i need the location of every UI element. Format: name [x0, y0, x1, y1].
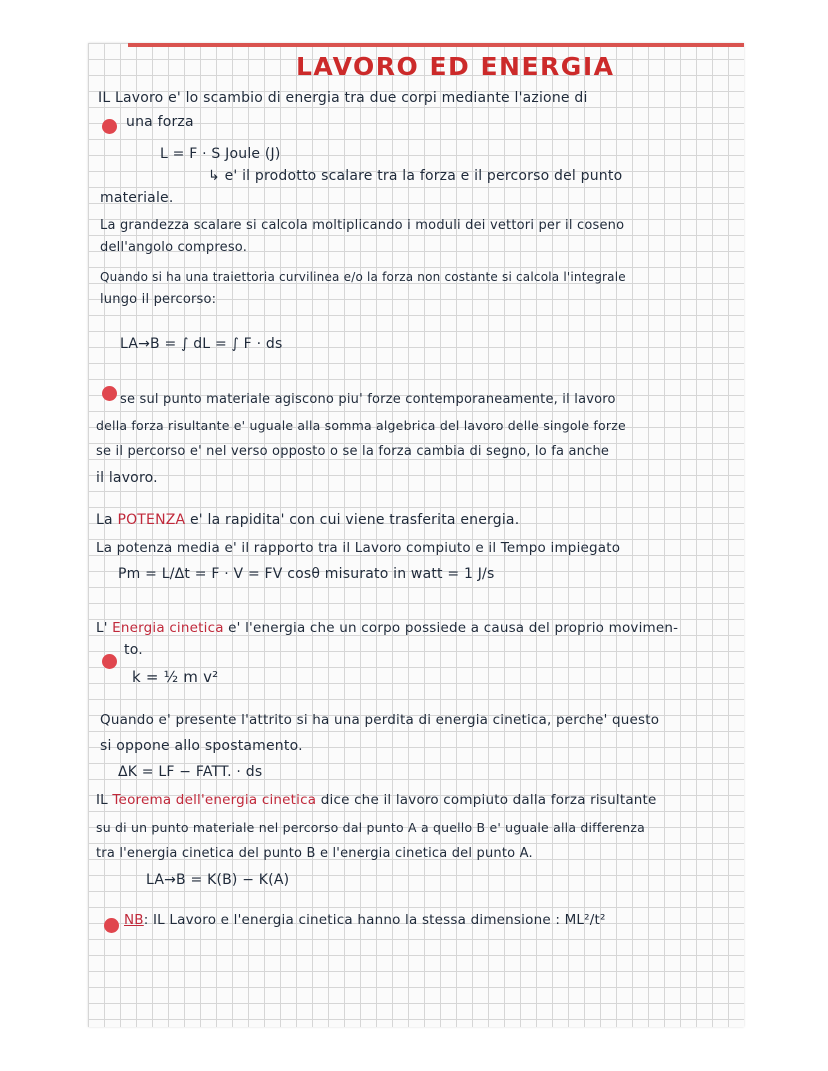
formula-friction: ΔK = LF − FATT. · ds: [118, 764, 263, 780]
text-line: Quando e' presente l'attrito si ha una perdita di energia cinetica, perche' questo: [100, 712, 660, 728]
keyword-energia-cinetica: Energia cinetica: [112, 620, 224, 636]
text-line: una forza: [126, 114, 194, 130]
bullet-dot-icon: [104, 918, 119, 933]
text-line: Quando si ha una traiettoria curvilinea e/o la forza non costante si calcola l'integrale: [100, 270, 626, 284]
note-label: NB: [124, 912, 144, 928]
theorem-definition: IL Teorema dell'energia cinetica dice che il lavoro compiuto dalla forza risultante: [96, 792, 657, 808]
text-line: il lavoro.: [96, 470, 158, 486]
note-line: NB: IL Lavoro e l'energia cinetica hanno la stessa dimensione : ML²/t²: [124, 912, 606, 928]
text-line: tra l'energia cinetica del punto B e l'energia cinetica del punto A.: [96, 846, 533, 861]
page-title: LAVORO ED ENERGIA: [296, 52, 615, 81]
text-line: lungo il percorso:: [100, 292, 217, 307]
text-line: IL Lavoro e' lo scambio di energia tra due corpi mediante l'azione di: [98, 90, 588, 106]
text-line: La grandezza scalare si calcola moltiplicando i moduli dei vettori per il coseno: [100, 218, 625, 233]
bullet-dot-icon: [102, 119, 117, 134]
text-line: si oppone allo spostamento.: [100, 738, 303, 754]
text-line: della forza risultante e' uguale alla somma algebrica del lavoro delle singole forze: [96, 418, 626, 433]
formula-theorem: LA→B = K(B) − K(A): [146, 872, 290, 888]
keyword-teorema: Teorema dell'energia cinetica: [112, 792, 317, 808]
text-line: se sul punto materiale agiscono piu' forze contemporaneamente, il lavoro: [120, 392, 616, 407]
bullet-dot-icon: [102, 654, 117, 669]
text-line: su di un punto materiale nel percorso dal punto A a quello B e' uguale alla differenza: [96, 820, 645, 835]
text-line: dell'angolo compreso.: [100, 240, 248, 255]
text-line: se il percorso e' nel verso opposto o se la forza cambia di segno, lo fa anche: [96, 444, 610, 459]
power-definition: La POTENZA e' la rapidita' con cui viene trasferita energia.: [96, 512, 520, 528]
formula-work: L = F · S Joule (J): [160, 146, 281, 162]
text-line: materiale.: [100, 190, 174, 206]
page-top-edge: [128, 43, 744, 47]
text-line: ↳ e' il prodotto scalare tra la forza e il percorso del punto: [208, 168, 623, 184]
bullet-dot-icon: [102, 386, 117, 401]
kinetic-energy-definition: L' Energia cinetica e' l'energia che un corpo possiede a causa del proprio movimen-: [96, 620, 679, 636]
formula-power: Pm = L/Δt = F · V = FV cosθ misurato in watt = 1 J/s: [118, 566, 495, 582]
text-line: La potenza media e' il rapporto tra il Lavoro compiuto e il Tempo impiegato: [96, 540, 621, 556]
formula-kinetic-energy: k = ½ m v²: [132, 668, 219, 686]
text-line: to.: [124, 642, 143, 658]
formula-integral: LA→B = ∫ dL = ∫ F · ds: [120, 336, 283, 352]
keyword-potenza: POTENZA: [117, 512, 186, 528]
